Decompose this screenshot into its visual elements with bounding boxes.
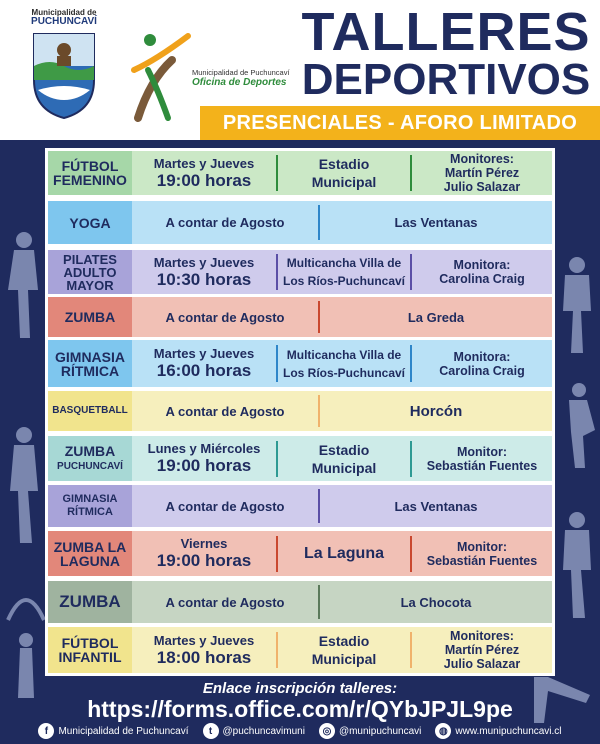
workshop-place: La Laguna (303, 544, 384, 562)
workshop-row (48, 485, 552, 527)
workshop-days: Martes y Jueves (153, 155, 255, 171)
workshop-details (132, 531, 552, 576)
workshop-details (132, 627, 552, 673)
workshop-name: YOGA (48, 201, 132, 244)
runner-silhouette-icon (2, 425, 46, 545)
workshop-row (48, 581, 552, 623)
monitor-cell (412, 436, 552, 481)
monitor-label: Monitor: (457, 444, 507, 459)
workshop-days: Viernes (180, 536, 228, 551)
sports-figure-icon (128, 30, 192, 122)
crest-title (18, 8, 110, 26)
workshop-time: 19:00 horas (156, 170, 252, 190)
monitor-cell (412, 531, 552, 576)
workshop-details (132, 436, 552, 481)
workshop-place: Estadio Municipal (311, 633, 377, 667)
title-line2: DEPORTIVOS (301, 55, 591, 104)
schedule-cell (132, 151, 276, 195)
twitter-icon: t (203, 723, 219, 739)
workshop-location: Las Ventanas (394, 498, 478, 514)
workshop-name: GIMNASIA RÍTMICA (48, 485, 132, 527)
workshop-details (132, 391, 552, 431)
schedule-cell (132, 250, 276, 294)
monitor-label: Monitores: (450, 152, 514, 166)
crest-line1: Municipalidad de (31, 8, 97, 17)
workshop-location: La Chocota (400, 594, 472, 610)
workshop-place: Multicancha Villa de Los Ríos-Puchuncaví (282, 347, 406, 380)
schedule-cell (132, 531, 276, 576)
crest-line2: PUCHUNCAVÍ (31, 16, 97, 27)
workshop-name: BASQUETBALL (48, 391, 132, 431)
social-web[interactable] (435, 723, 561, 739)
social-label: @puchuncavimuni (222, 725, 305, 737)
workshop-days: Martes y Jueves (153, 254, 255, 270)
workshop-row (48, 627, 552, 673)
monitor-cell (412, 340, 552, 387)
sports-logo-line1: Municipalidad de Puchuncaví (192, 68, 290, 77)
workshop-days: Lunes y Miércoles (147, 441, 261, 456)
workshop-place: Estadio Municipal (311, 441, 377, 476)
player-silhouette-icon (0, 230, 44, 340)
workshop-name: FÚTBOL INFANTIL (48, 627, 132, 673)
workshop-row (48, 391, 552, 431)
monitor-cell (412, 151, 552, 195)
workshop-location: Las Ventanas (394, 215, 478, 230)
start-note: A contar de Agosto (165, 309, 285, 325)
workshop-details (132, 201, 552, 244)
sports-logo-line2: Oficina de Deportes (192, 77, 287, 88)
monitor-name: Martín Pérez Julio Salazar (443, 643, 521, 671)
start-note: A contar de Agosto (165, 594, 285, 610)
workshop-name: PILATES ADULTO MAYOR (48, 250, 132, 294)
schedule-cell (132, 436, 276, 481)
workshop-time: 18:00 horas (156, 647, 252, 667)
workshop-days: Martes y Jueves (153, 632, 255, 648)
signup-link[interactable]: https://forms.office.com/r/QYbJPJL9pe (87, 696, 513, 722)
monitor-name: Carolina Craig (439, 272, 525, 286)
workshop-place: Multicancha Villa de Los Ríos-Puchuncaví (282, 256, 406, 288)
social-facebook[interactable] (38, 723, 188, 739)
workshop-row (48, 201, 552, 244)
workshop-name: FÚTBOL FEMENINO (48, 151, 132, 195)
monitor-label: Monitor: (457, 539, 507, 554)
social-twitter[interactable] (203, 723, 305, 739)
social-label: www.munipuchuncavi.cl (455, 725, 562, 737)
workshop-name-cell (48, 436, 132, 481)
workshop-row (48, 531, 552, 576)
monitor-label: Monitora: (453, 349, 511, 364)
workshop-location: La Greda (407, 309, 465, 325)
monitor-label: Monitores: (450, 629, 514, 643)
workshop-row (48, 436, 552, 481)
start-note: A contar de Agosto (165, 498, 285, 514)
workshop-place: Estadio Municipal (311, 156, 377, 190)
athlete-silhouette-icon (555, 510, 599, 620)
workshop-name: ZUMBA (48, 581, 132, 623)
schedule-cell (132, 340, 276, 387)
workshop-row (48, 297, 552, 337)
social-label: @munipuchuncavi (338, 725, 422, 737)
workshop-name-sub: PUCHUNCAVÍ (57, 461, 123, 472)
monitor-name: Sebastián Fuentes (426, 553, 538, 568)
workshop-name: ZUMBA LA LAGUNA (48, 531, 132, 576)
workshop-time: 19:00 horas (156, 551, 252, 570)
start-note: A contar de Agosto (165, 215, 285, 230)
monitor-name: Carolina Craig (439, 363, 525, 378)
workshop-name: ZUMBA (48, 297, 132, 337)
monitor-cell (412, 627, 552, 673)
monitor-label: Monitora: (453, 258, 511, 272)
workshop-time: 19:00 horas (156, 456, 252, 475)
start-note: A contar de Agosto (165, 403, 285, 419)
web-icon: ◍ (435, 723, 451, 739)
crest-shield-icon (30, 30, 98, 120)
dancer-silhouette-icon (555, 380, 599, 470)
signup-label: Enlace inscripción talleres: (202, 680, 398, 697)
workshop-details (132, 485, 552, 527)
workshop-details (132, 340, 552, 387)
workshop-details (132, 581, 552, 623)
workshop-time: 16:00 horas (156, 361, 252, 380)
workshop-row (48, 151, 552, 195)
social-label: Municipalidad de Puchuncaví (58, 725, 189, 737)
workshop-details (132, 250, 552, 294)
workshop-row (48, 250, 552, 294)
workshop-days: Martes y Jueves (153, 346, 255, 361)
workshop-name: GIMNASIA RÍTMICA (48, 340, 132, 387)
capacity-banner: PRESENCIALES - AFORO LIMITADO (200, 106, 600, 140)
monitor-cell (412, 250, 552, 294)
facebook-icon: f (38, 723, 54, 739)
monitor-name: Sebastián Fuentes (426, 458, 538, 473)
workshop-details (132, 297, 552, 337)
monitor-name: Martín Pérez Julio Salazar (443, 166, 521, 194)
instagram-icon: ◎ (319, 723, 335, 739)
workshop-time: 10:30 horas (156, 269, 252, 289)
title-line1: TALLERES (301, 2, 591, 62)
workshop-location: Horcón (409, 402, 463, 420)
social-bar (0, 720, 600, 742)
schedule-cell (132, 627, 276, 673)
workshop-row (48, 340, 552, 387)
schedule-card (45, 148, 555, 676)
municipality-crest (18, 8, 110, 126)
social-instagram[interactable] (319, 723, 421, 739)
workshop-details (132, 151, 552, 195)
workshop-name: ZUMBA (64, 443, 116, 459)
boxer-silhouette-icon (555, 255, 599, 355)
